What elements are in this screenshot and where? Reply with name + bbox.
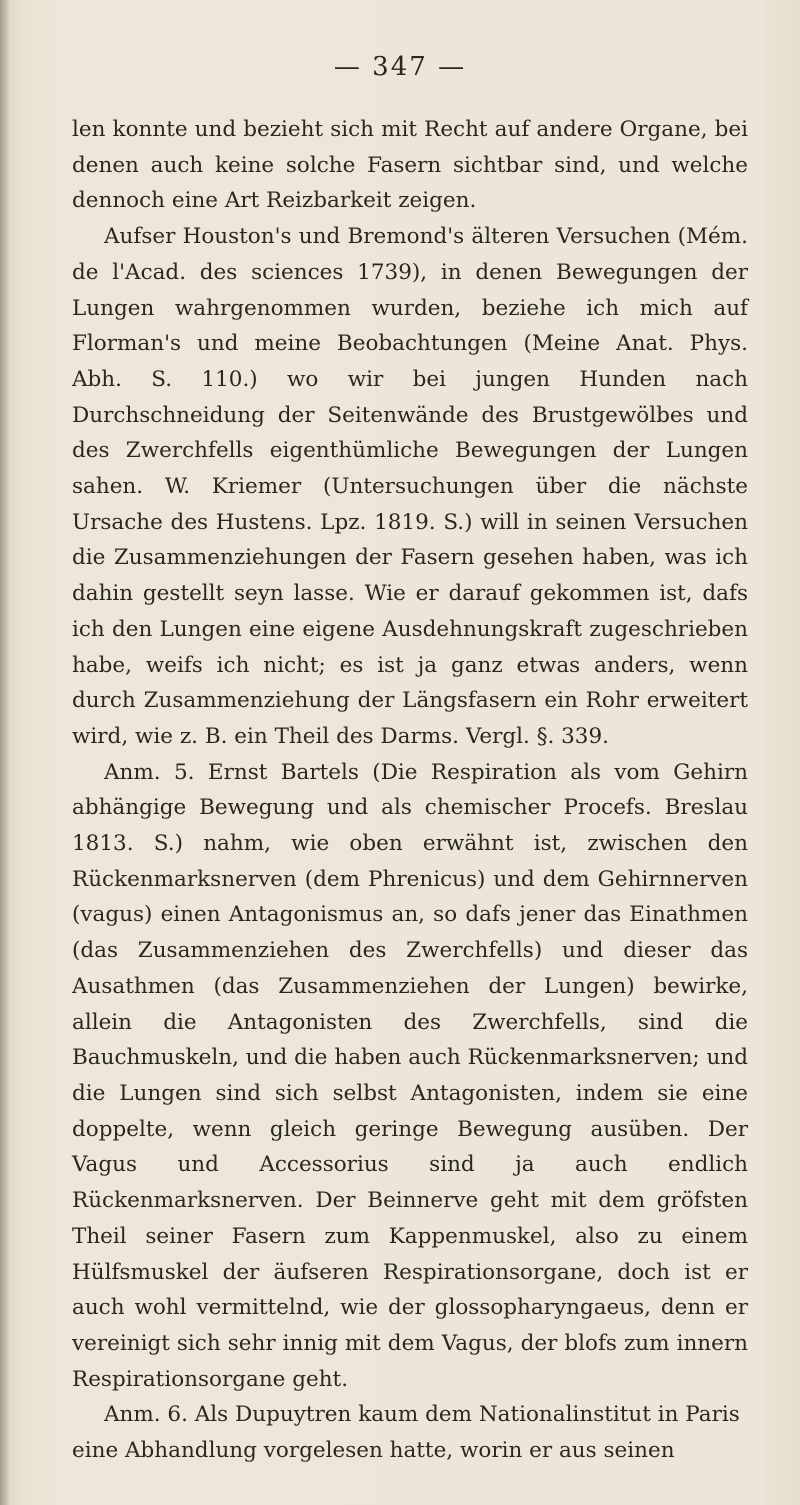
paragraph-anm-5: Anm. 5. Ernst Bartels (Die Respiration als vom Gehirn abhängige Bewegung und als chemischer Procefs. Breslau 1813. S.) nahm, wie oben erwähnt ist, zwischen den Rückenmarksnerven (dem Phrenicus) und dem Gehirnnerven (vagus) einen Antagonismus an, so dafs jener das Einathmen (das Zusammenziehen des Zwerchfells) und dieser das Ausathmen (das Zusammenziehen der Lungen) bewirke, allein die Antagonisten des Zwerchfells, sind die Bauchmuskeln, und die haben auch Rückenmarksnerven; und die Lungen sind sich selbst Antagonisten, indem sie eine doppelte, wenn gleich geringe Bewegung ausüben. Der Vagus und Accessorius sind ja auch endlich Rückenmarksnerven. Der Beinnerve geht mit dem gröfsten Theil seiner Fasern zum Kappenmuskel, also zu einem Hülfsmuskel der äufseren Respirationsorgane, doch ist er auch wohl vermittelnd, wie der glossopharyngaeus, denn er vereinigt sich sehr innig mit dem Vagus, der blofs zum innern Respirationsorgane geht. — [72, 759, 748, 1392]
paragraph-anm-6: Anm. 6. Als Dupuytren kaum dem Nationalinstitut in Paris eine Abhandlung vorgelesen hatte, worin er aus seinen — [72, 1402, 740, 1464]
paragraph-houston-bremond: Aufser Houston's und Bremond's älteren Versuchen (Mém. de l'Acad. des sciences 1739), in denen Bewegungen der Lungen wahrgenommen wurden, beziehe ich mich auf Florman's und meine Beobachtungen (Meine Anat. Phys. Abh. S. 110.) wo wir bei jungen Hunden nach Durchschneidung der Seitenwände des Brustgewölbes und des Zwerchfells eigenthümliche Bewegungen der Lungen sahen. W. Kriemer (Untersuchungen über die nächste Ursache des Hustens. Lpz. 1819. S.) will in seinen Versuchen die Zusammenziehungen der Fasern gesehen haben, was ich dahin gestellt seyn lasse. Wie er darauf gekommen ist, dafs ich den Lungen eine eigene Ausdehnungskraft zugeschrieben habe, weifs ich nicht; es ist ja ganz etwas anders, wenn durch Zusammenziehung der Längsfasern ein Rohr erweitert wird, wie z. B. ein Theil des Darms. Vergl. §. 339. — [72, 224, 748, 749]
paragraph-continuation: len konnte und bezieht sich mit Recht auf andere Organe, bei denen auch keine solche Fasern sichtbar sind, und welche dennoch eine Art Reizbarkeit zeigen. — [72, 117, 748, 214]
page-number: — 347 — — [333, 52, 467, 82]
page-spine-shadow — [0, 0, 10, 1505]
page-body — [72, 112, 748, 1469]
